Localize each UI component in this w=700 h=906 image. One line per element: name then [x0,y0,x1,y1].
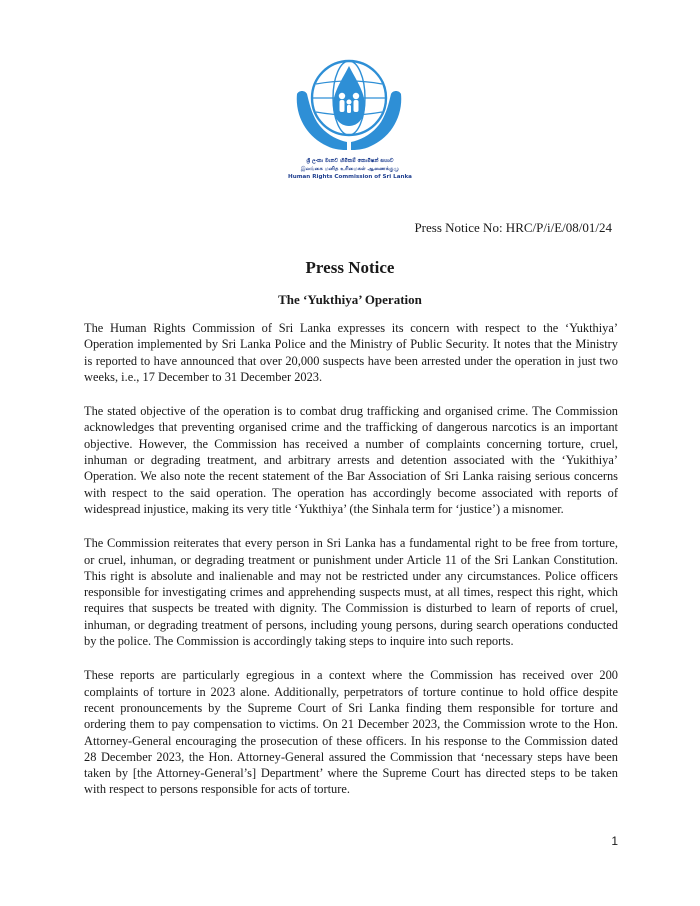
logo-emblem-icon [283,56,415,156]
org-name-english: Human Rights Commission of Sri Lanka [288,174,412,180]
notice-number: Press Notice No: HRC/P/i/E/08/01/24 [414,220,612,235]
paragraph: The Human Rights Commission of Sri Lanka expresses its concern with respect to the ‘Yukthiya’ Operation implemented by Sri Lanka Police and the Ministry of Public Security. It notes that the Ministry is reported to have announced that over 20,000 suspects have been arrested under the operation in just two weeks, i.e., 17 December to 31 December 2023. [84,321,618,384]
commission-logo [283,56,415,156]
paragraph: These reports are particularly egregious in a context where the Commission has received over 200 complaints of torture in 2023 alone. Additionally, perpetrators of torture continue to hold office despite recent pronouncements by the Supreme Court of Sri Lanka finding them responsible for torture and ordering them to pay compensation to victims. On 21 December 2023, the Commission wrote to the Hon. Attorney-General encouraging the prosecution of these officers. In his response to the Commission dated 28 December 2023, the Hon. Attorney-General assured the Commission that ‘necessary steps have been taken by [the Attorney-General’s] Department’ where the Supreme Court has directed steps to be taken with respect to persons responsible for acts of torture. [84,668,618,797]
document-body [84,320,618,816]
org-name-tamil: இலங்கை மனித உரிமைகள் ஆணைக்குழு [300,166,400,172]
paragraph: The Commission reiterates that every person in Sri Lanka has a fundamental right to be free from torture, or cruel, inhuman, or degrading treatment or punishment under Article 11 of the Sri Lankan Constitution. This right is absolute and inalienable and may not be restricted under any circumstances. Police officers responsible for investigating crimes and apprehending suspects must, at all times, respect this right, which requires that suspects be treated with dignity. The Commission is disturbed to learn of reports of cruel, inhuman, or degrading treatment of persons, including young persons, during search operations conducted by the police. The Commission is accordingly taking steps to inquire into such reports. [84,536,618,649]
organization-name [260,157,440,181]
page-number: 1 [611,834,618,848]
paragraph: The stated objective of the operation is to combat drug trafficking and organised crime. The Commission acknowledges that preventing organised crime and the trafficking of dangerous narcotics is an important objective. However, the Commission has received a number of complaints concerning torture, cruel, inhuman or degrading treatment, and arbitrary arrests and detention associated with the ‘Yukithiya’ Operation. We also note the recent statement of the Bar Association of Sri Lanka raising serious concerns with respect to the said operation. The operation has accordingly become associated with reports of widespread injustice, making its very title ‘Yukthiya’ (the Sinhala term for ‘justice’) a misnomer. [84,404,618,516]
document-subtitle: The ‘Yukthiya’ Operation [278,292,422,307]
document-title: Press Notice [305,258,395,277]
org-name-sinhala: ශ්‍රී ලංකා මානව හිමිකම් කොමිෂන් සභාව [306,158,394,164]
